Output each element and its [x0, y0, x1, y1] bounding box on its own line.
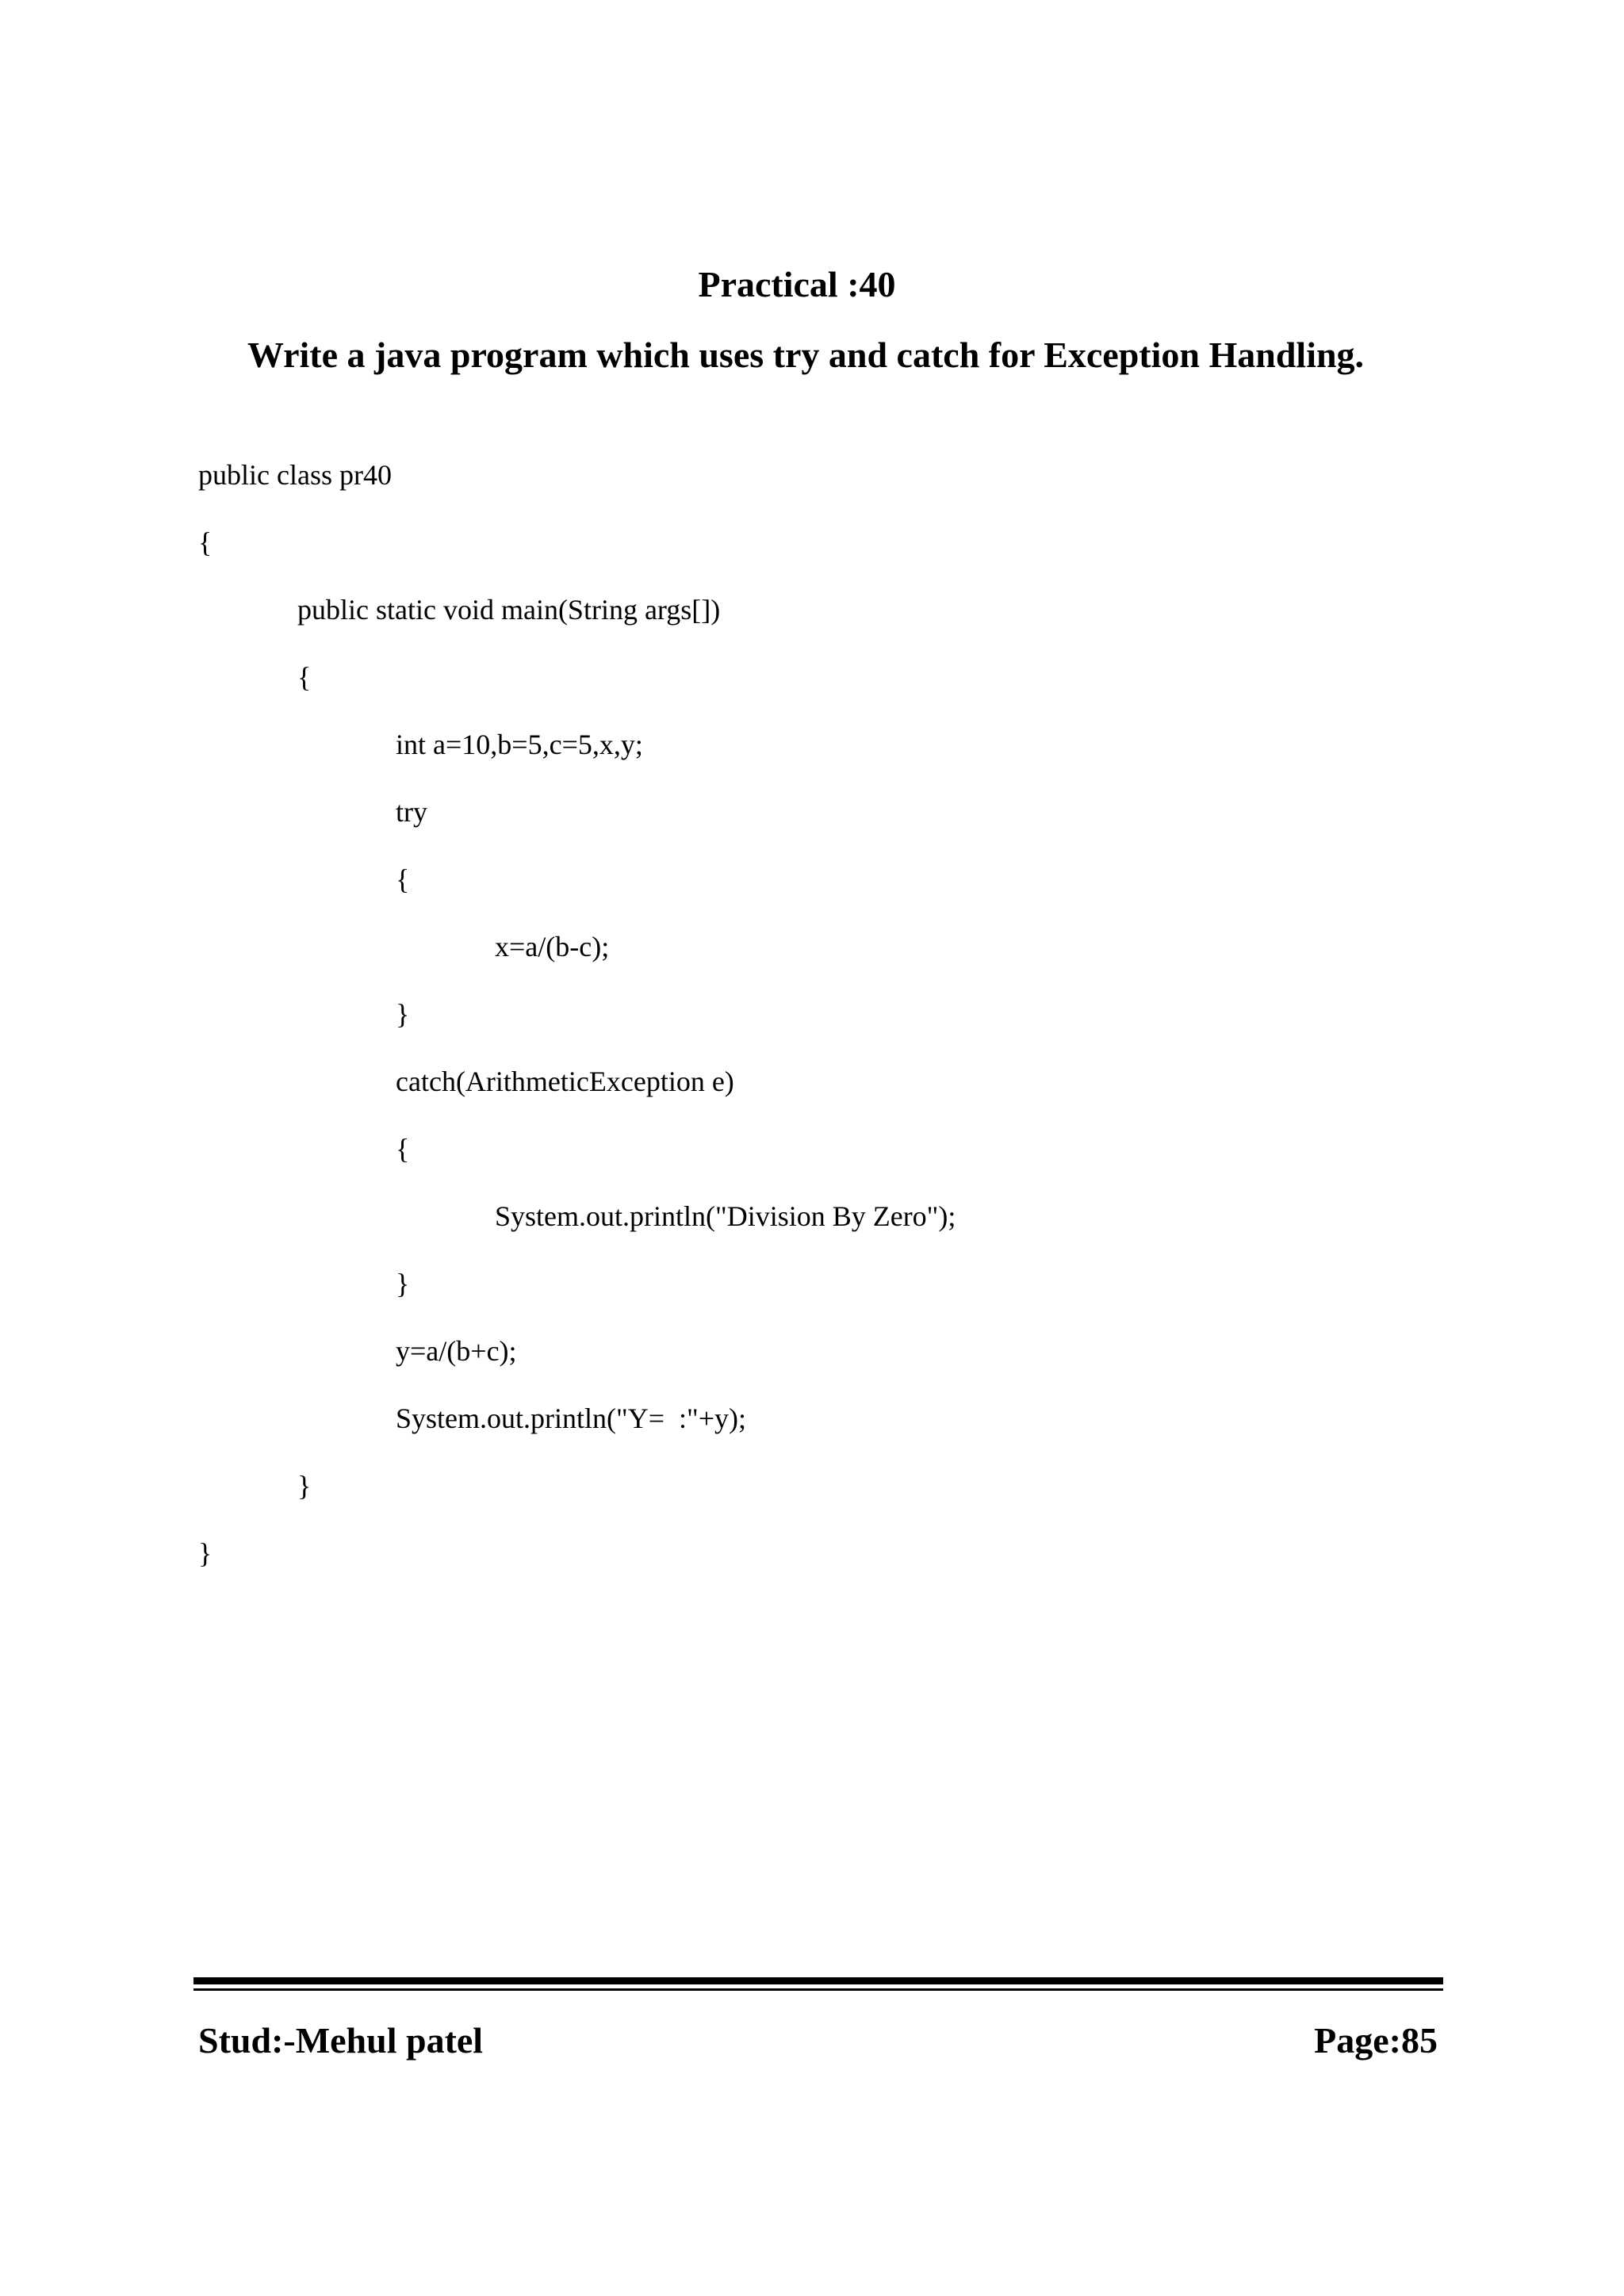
- code-line: int a=10,b=5,c=5,x,y;: [396, 729, 643, 760]
- code-line: catch(ArithmeticException e): [396, 1066, 734, 1097]
- code-line: }: [396, 1268, 410, 1299]
- code-line: }: [198, 1537, 213, 1569]
- student-name: Stud:-Mehul patel: [198, 2020, 484, 2061]
- footer-divider-thick: [193, 1977, 1443, 1984]
- footer-divider-thin: [193, 1988, 1443, 1991]
- code-line: y=a/(b+c);: [396, 1335, 517, 1367]
- code-line: {: [396, 863, 410, 895]
- question-heading: Write a java program which uses try and catch for Exception Handling.: [247, 335, 1365, 375]
- page-number: Page:85: [1314, 2020, 1438, 2061]
- practical-title: Practical :40: [698, 264, 896, 304]
- code-line: try: [396, 796, 427, 828]
- code-line: {: [198, 526, 213, 558]
- code-line: {: [396, 1133, 410, 1165]
- code-line: System.out.println("Division By Zero");: [495, 1200, 956, 1232]
- code-line: System.out.println("Y= :"+y);: [396, 1402, 746, 1434]
- code-line: public static void main(String args[]): [297, 594, 721, 626]
- code-line: }: [297, 1470, 312, 1502]
- code-line: public class pr40: [198, 459, 392, 491]
- code-line: x=a/(b-c);: [495, 931, 610, 962]
- code-line: {: [297, 661, 312, 693]
- code-line: }: [396, 998, 410, 1030]
